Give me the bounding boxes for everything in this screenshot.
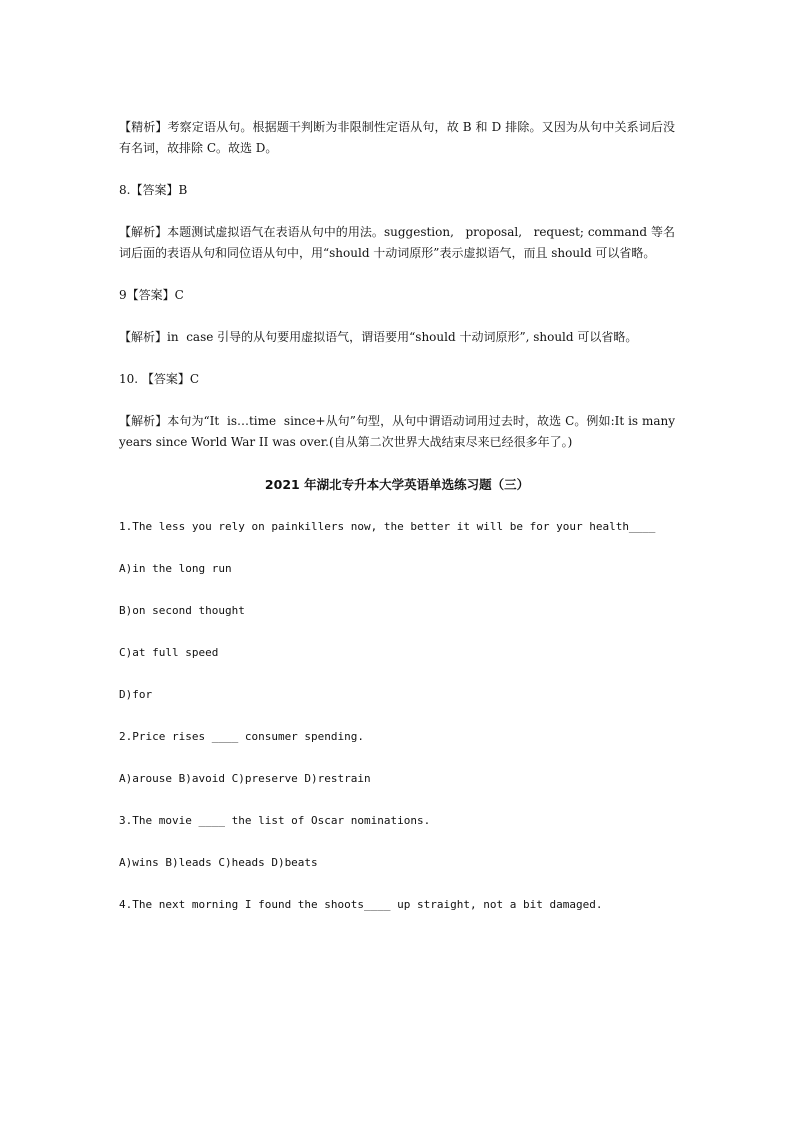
- spacer: [119, 306, 675, 327]
- answer-heading-9: 9【答案】C: [119, 288, 184, 302]
- spacer: [119, 159, 675, 180]
- spacer: [119, 264, 675, 285]
- question-1-option-d: D)for: [119, 688, 153, 701]
- answer-heading-8: 8.【答案】B: [119, 183, 188, 197]
- spacer: [119, 537, 675, 558]
- spacer: [119, 621, 675, 642]
- question-1-option-b: B)on second thought: [119, 604, 245, 617]
- spacer: [119, 495, 675, 516]
- spacer: [119, 789, 675, 810]
- spacer: [119, 831, 675, 852]
- spacer: [119, 663, 675, 684]
- question-2: 2.Price rises ____ consumer spending.: [119, 730, 365, 743]
- spacer: [119, 201, 675, 222]
- spacer: [119, 747, 675, 768]
- spacer: [119, 873, 675, 894]
- explanation-paragraph-9: 【解析】in case 引导的从句要用虚拟语气，谓语要用“should 十动词原形”, should 可以省略。: [119, 330, 638, 344]
- question-3: 3.The movie ____ the list of Oscar nominations.: [119, 814, 431, 827]
- spacer: [119, 453, 675, 474]
- spacer: [119, 348, 675, 369]
- spacer: [119, 579, 675, 600]
- question-1-option-c: C)at full speed: [119, 646, 219, 659]
- spacer: [119, 390, 675, 411]
- explanation-paragraph-8: 【解析】本题测试虚拟语气在表语从句中的用法。suggestion, proposal, request; command 等名词后面的表语从句和同位语从句中，用“should 十动词原形”表示虚拟语气，而且 should 可以省略。: [119, 225, 675, 260]
- explanation-paragraph-10: 【解析】本句为“It is…time since+从句”句型，从句中谓语动词用过去时，故选 C。例如:It is many years since World War II was over.(自从第二次世界大战结束尽来已经很多年了。): [119, 414, 679, 449]
- section-title: 2021 年湖北专升本大学英语单选练习题（三）: [264, 477, 530, 492]
- question-2-options: A)arouse B)avoid C)preserve D)restrain: [119, 772, 371, 785]
- question-1: 1.The less you rely on painkillers now, the better it will be for your health____: [119, 520, 656, 533]
- question-1-option-a: A)in the long run: [119, 562, 232, 575]
- answer-heading-10: 10. 【答案】C: [119, 372, 200, 386]
- spacer: [119, 705, 675, 726]
- question-3-options: A)wins B)leads C)heads D)beats: [119, 856, 318, 869]
- question-4: 4.The next morning I found the shoots____ up straight, not a bit damaged.: [119, 898, 603, 911]
- explanation-paragraph-7: 【精析】考察定语从句。根据题干判断为非限制性定语从句，故 B 和 D 排除。又因为从句中关系词后没有名词，故排除 C。故选 D。: [119, 120, 675, 155]
- document-page: [119, 117, 679, 915]
